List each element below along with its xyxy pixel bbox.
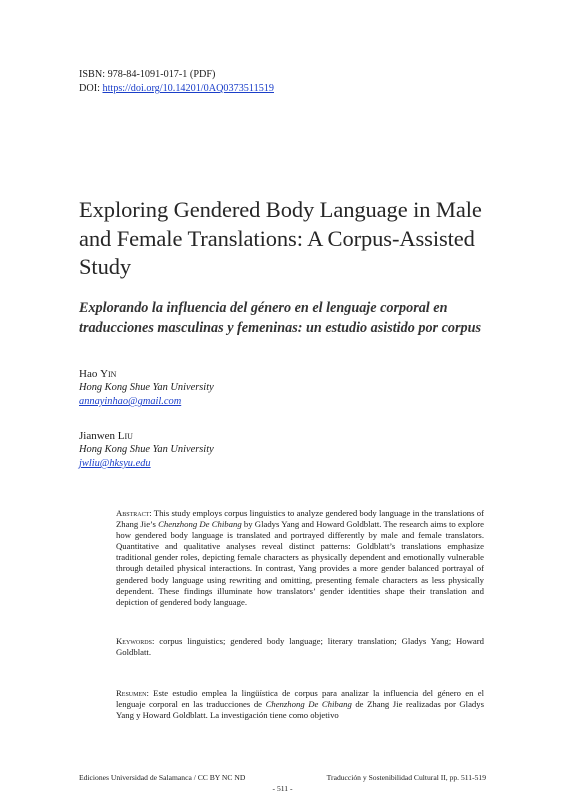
resumen-work-title: Chenzhong De Chibang	[265, 699, 352, 710]
doi-line	[79, 82, 274, 96]
keywords-text: corpus linguistics; gendered body language; literary translation; Gladys Yang; Howard Goldblatt.	[116, 636, 484, 658]
doi-link[interactable]: https://doi.org/10.14201/0AQ0373511519	[102, 83, 274, 94]
author-email-link[interactable]: annayinhao@gmail.com	[79, 396, 182, 407]
abstract-label: Abstract:	[116, 508, 152, 518]
footer-journal: Traducción y Sostenibilidad Cultural II, pp. 511-519	[326, 773, 486, 782]
isbn-line: ISBN: 978-84-1091-017-1 (PDF)	[79, 69, 216, 80]
resumen-text-2: de Zhang Jie realizadas por Gladys Yang y Howard Goldblatt. La investigación tiene como objetivo	[116, 699, 484, 721]
author-name	[79, 429, 214, 443]
author-family-name: Liu	[117, 430, 133, 442]
author-given-name: Jianwen	[79, 430, 118, 442]
resumen-label: Resumen:	[116, 688, 149, 698]
abstract-text-1: This study employs corpus linguistics to analyze gendered body language in the translations of Zhang Jie’s	[116, 508, 484, 530]
publication-info	[79, 68, 274, 96]
author-affiliation: Hong Kong Shue Yan University	[79, 444, 214, 455]
page-number: - 511 -	[272, 784, 293, 793]
author-email-link[interactable]: jwliu@hksyu.edu	[79, 458, 151, 469]
abstract-text-2: by Gladys Yang and Howard Goldblatt. The research aims to explore how gendered body language is translated and portrayed differently by male and female translators. Quantitative and qualitative analyses reveal distinct patterns: Goldblatt’s translations emphasize traditional gender roles, depicting female characters as physically dependent and emotionally vulnerable through detailed physical interactions. In contrast, Yang provides a more gender balanced portrayal of gendered body language using rewriting and omitting, presenting female characters as less physically dependent. These findings illuminate how translators’ gender identities shape their translation and depiction of gendered body language.	[116, 519, 485, 607]
author-given-name: Hao	[79, 368, 101, 380]
author-affiliation: Hong Kong Shue Yan University	[79, 382, 214, 393]
resumen-text-1: Este estudio emplea la lingüística de corpus para analizar la influencia del género en el lenguaje corporal en las traducciones de	[116, 688, 484, 710]
author-family-name: Yin	[100, 368, 117, 380]
footer-publisher: Ediciones Universidad de Salamanca / CC BY NC ND	[79, 773, 246, 782]
keywords-label: Keywords:	[116, 636, 155, 646]
abstract-paragraph	[116, 508, 484, 608]
author-block-1	[79, 367, 214, 409]
keywords-paragraph	[116, 636, 484, 658]
resumen-paragraph	[116, 688, 484, 721]
paper-title: Exploring Gendered Body Language in Male and Female Translations: A Corpus-Assisted Study	[79, 197, 482, 279]
author-block-2	[79, 429, 214, 471]
abstract-work-title: Chenzhong De Chibang	[158, 519, 242, 530]
doi-label: DOI:	[79, 83, 103, 94]
paper-subtitle: Explorando la influencia del género en el lenguaje corporal en traducciones masculinas y femeninas: un estudio asistido por corpus	[79, 300, 482, 336]
author-name	[79, 367, 214, 381]
